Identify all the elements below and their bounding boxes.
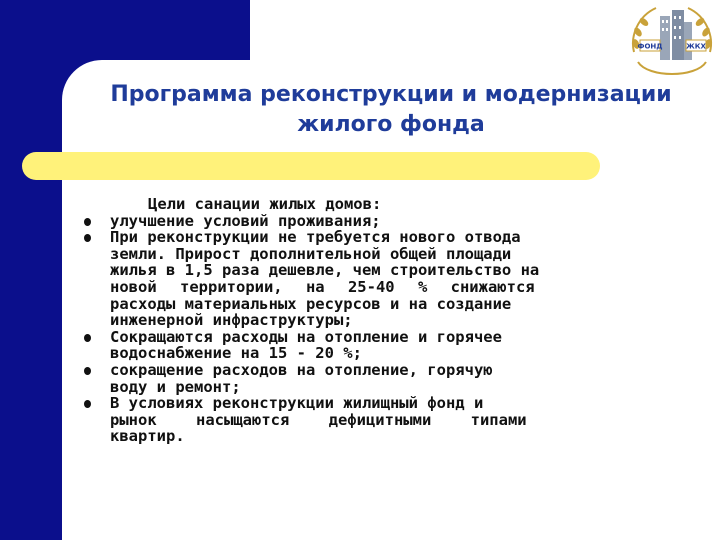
title-line-1: Программа реконструкции и модернизации (110, 82, 672, 107)
logo-left-text: ФОНД (637, 42, 663, 51)
list-item-line: жилья в 1,5 раза дешевле, чем строительство на (110, 261, 540, 280)
yellow-divider-bar (22, 152, 600, 180)
intro-text: Цели санации жилых домов: (148, 195, 382, 213)
list-item-line: квартир. (110, 427, 185, 446)
page-title (62, 80, 720, 140)
list-item-line: расходы материальных ресурсов и на создание (110, 294, 512, 313)
title-line-2: жилого фонда (297, 112, 485, 137)
list-item-line: земли. Прирост дополнительной общей площади (110, 244, 512, 263)
list-item-line: улучшение условий проживания; (110, 211, 381, 230)
list-item (82, 213, 678, 230)
list-item-line: При реконструкции не требуется нового отвода (110, 228, 521, 247)
list-item-line: рынок насыщаются дефицитными типами (110, 410, 527, 429)
list-item-line: водоснабжение на 15 - 20 %; (110, 344, 362, 363)
list-item-line: воду и ремонт; (110, 377, 241, 396)
fond-zhkkh-logo (624, 0, 720, 84)
yellow-bar-cap (22, 152, 62, 180)
list-item (82, 329, 678, 362)
list-item (82, 229, 678, 329)
goals-text (82, 196, 678, 445)
list-item-line: новой территории, на 25-40 % снижаются (110, 277, 535, 296)
list-item-line: сокращение расходов на отопление, горячую (110, 360, 493, 379)
goals-list (82, 213, 678, 445)
list-item-line: Сокращаются расходы на отопление и горячее (110, 327, 502, 346)
list-item-line: В условиях реконструкции жилищный фонд и (110, 394, 484, 413)
list-item (82, 362, 678, 395)
list-item (82, 395, 678, 445)
logo-right-text: ЖКХ (686, 42, 706, 51)
list-item-line: инженерной инфраструктуры; (110, 311, 353, 330)
